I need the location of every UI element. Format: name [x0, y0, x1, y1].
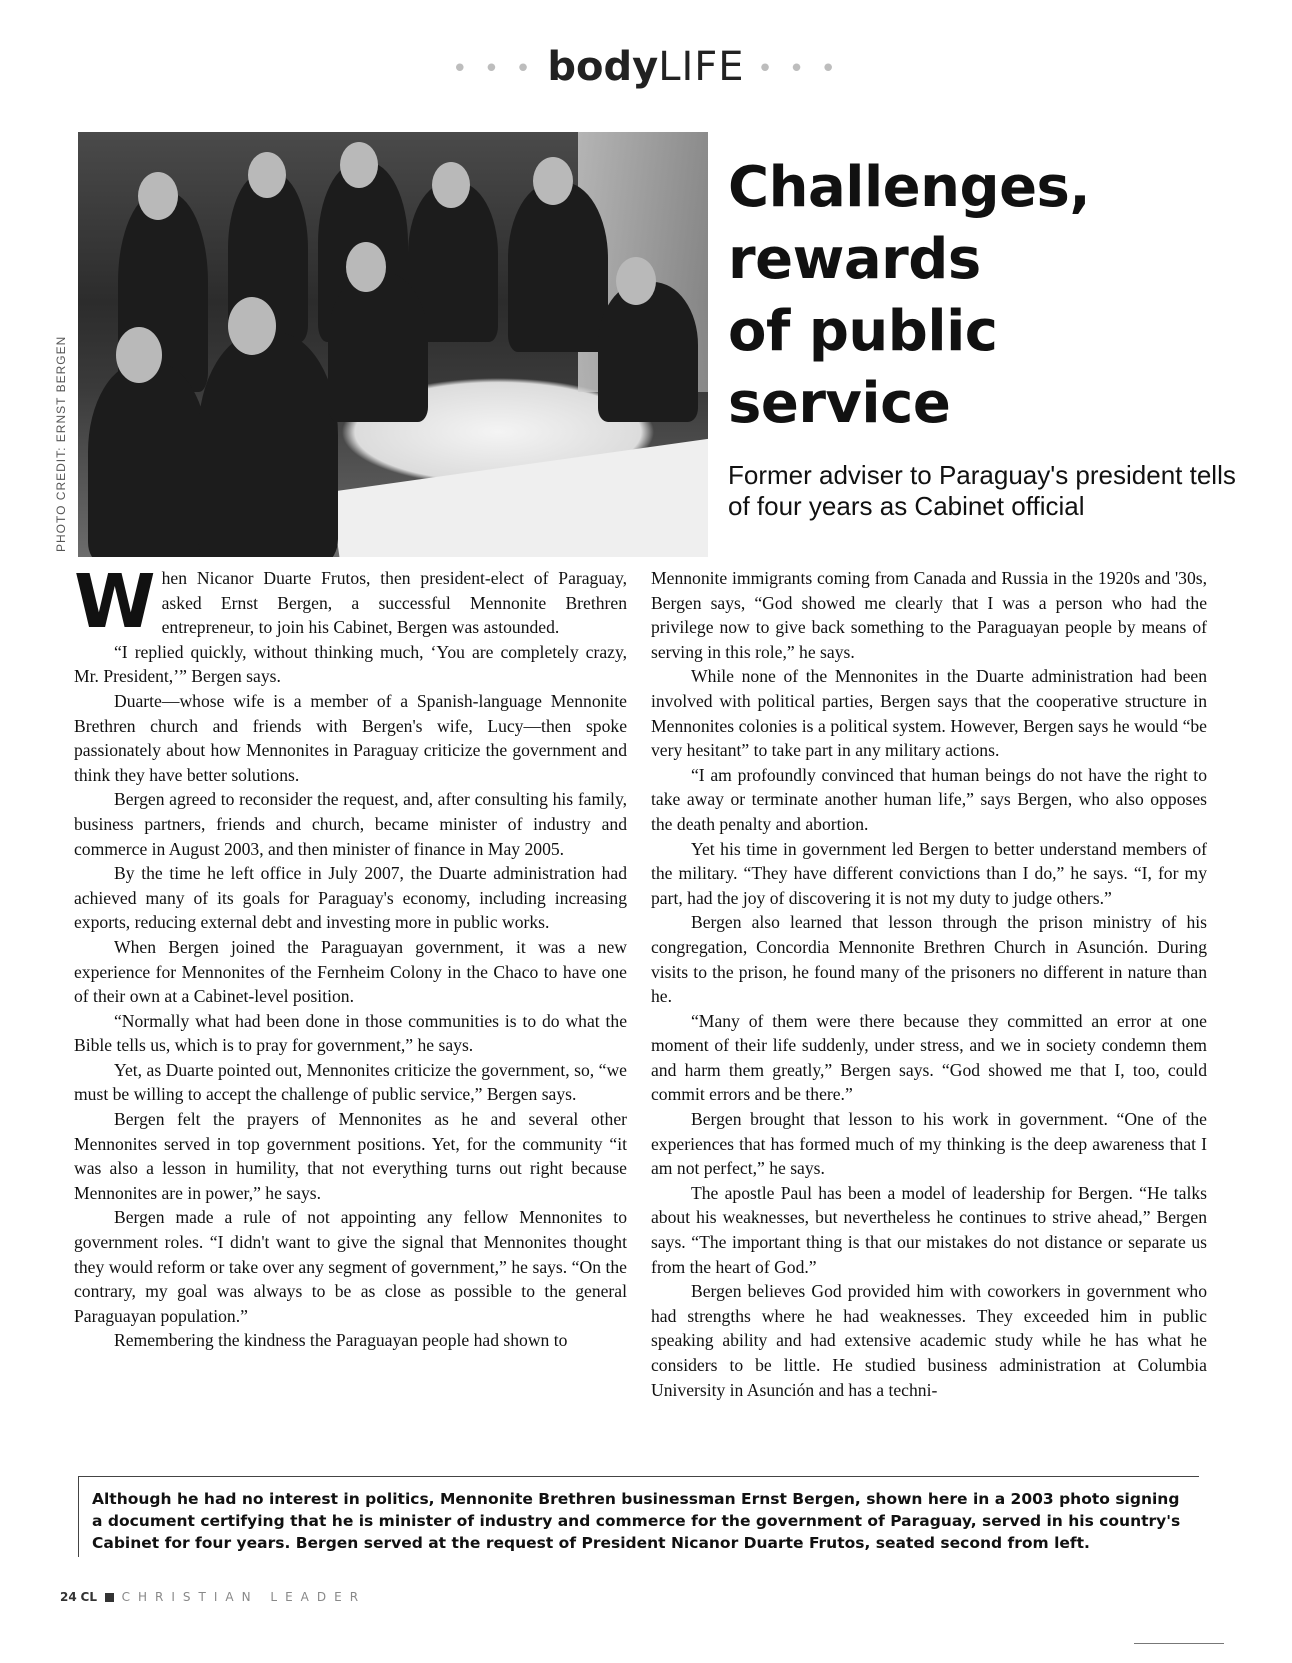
photo-figure — [328, 272, 428, 422]
paragraph: hen Nicanor Duarte Frutos, then president-elect of Paraguay, asked Ernst Bergen, a successful Mennonite Brethren entrepreneur, to join his Cabinet, Bergen was astounded. — [161, 568, 627, 638]
paragraph: “I replied quickly, without thinking much, ‘You are completely crazy, Mr. President,’” Bergen says. — [74, 641, 627, 687]
article-deck: Former adviser to Paraguay's president tells of four years as Cabinet official — [728, 460, 1236, 521]
photo-figure-head — [248, 152, 286, 198]
paragraph: Remembering the kindness the Paraguayan people had shown to — [114, 1330, 568, 1351]
paragraph: Bergen also learned that lesson through the prison ministry of his congregation, Concordia Mennonite Brethren Church in Asunción. During visits to the prison, he found many of the prisoners no different in nature than he. — [651, 912, 1207, 1007]
footer-abbr: CL — [80, 1590, 97, 1604]
photo-figure-head — [533, 157, 573, 205]
paragraph: Bergen brought that lesson to his work in government. “One of the experiences that has formed much of my thinking is the deep awareness that I am not perfect,” he says. — [651, 1109, 1207, 1179]
photo-table — [330, 433, 708, 557]
paragraph: When Bergen joined the Paraguayan government, it was a new experience for Mennonites of the Fernheim Colony in the Chaco to have one of their own at a Cabinet-level position. — [74, 936, 627, 1007]
photo-figure-head — [116, 327, 162, 383]
article-column-right — [651, 566, 1207, 1402]
header-dots-left: • • • — [452, 54, 535, 84]
photo-figure — [88, 362, 208, 557]
photo-credit: PHOTO CREDIT: ERNST BERGEN — [54, 335, 68, 552]
masthead: CHRISTIAN LEADER — [121, 1590, 367, 1604]
article-column-left — [74, 559, 627, 1353]
drop-cap: W — [74, 559, 156, 645]
header-dots-right: • • • — [757, 54, 840, 84]
square-icon — [105, 1593, 114, 1602]
paragraph: The apostle Paul has been a model of leadership for Bergen. “He talks about his weaknesses, but nevertheless he continues to strive ahead,” Bergen says. “The important thing is that our mistakes do not distance or separate us from the heart of God.” — [651, 1182, 1207, 1277]
paragraph: Yet, as Duarte pointed out, Mennonites criticize the government, so, “we must be willing to accept the challenge of public service,” Bergen says. — [74, 1059, 627, 1105]
headline-line: rewards — [728, 227, 981, 292]
photo-figure-head — [340, 142, 378, 188]
page-footer — [60, 1590, 366, 1604]
paragraph: “Normally what had been done in those communities is to do what the Bible tells us, which is to pray for government,” he says. — [74, 1010, 627, 1056]
photo-caption: Although he had no interest in politics, Mennonite Brethren businessman Ernst Bergen, shown here in a 2003 photo signing a document certifying that he is minister of industry and commerce for the government of Paraguay, served in his country's Cabinet for four years. Bergen served at the request of President Nicanor Duarte Frutos, seated second from left. — [92, 1490, 1181, 1552]
headline-line: service — [728, 371, 951, 436]
page-number: 24 — [60, 1590, 77, 1604]
headline-line: of public — [728, 299, 998, 364]
paragraph: Duarte—whose wife is a member of a Spanish-language Mennonite Brethren church and friends with Bergen's wife, Lucy—then spoke passionately about how Mennonites in Paraguay criticize the government and think they have better solutions. — [74, 690, 627, 785]
header-life: LIFE — [658, 44, 745, 90]
paragraph: Bergen felt the prayers of Mennonites as he and several other Mennonites served in top government positions. Yet, for the community “it was also a lesson in humility, that not everything turns out right because Mennonites are in power,” he says. — [74, 1109, 627, 1203]
article-headline — [728, 152, 1268, 440]
photo-figure-head — [138, 172, 178, 220]
paragraph: Bergen made a rule of not appointing any fellow Mennonites to government roles. “I didn't want to give the signal that Mennonites thought they would reform or take over any segment of government,” he says. “On the contrary, my goal was always to be as close as possible to the general Paraguayan population.” — [74, 1207, 627, 1326]
photo-figure-head — [432, 162, 470, 208]
header-body: body — [547, 44, 659, 90]
photo-figure — [598, 282, 698, 422]
photo-figure-head — [346, 242, 386, 292]
headline-line: Challenges, — [728, 155, 1091, 220]
photo-figure — [198, 332, 338, 557]
paragraph: Bergen agreed to reconsider the request, and, after consulting his family, business partners, friends and church, became minister of industry and commerce in August 2003, and then minister of finance in May 2005. — [74, 789, 627, 859]
paragraph: By the time he left office in July 2007, the Duarte administration had achieved many of its goals for Paraguay's economy, including increasing exports, reducing external debt and investing more in public works. — [74, 863, 627, 933]
paragraph: Mennonite immigrants coming from Canada and Russia in the 1920s and '30s, Bergen says, “God showed me clearly that I was a person who had the privilege now to give back something to the Paraguayan people by means of serving in this role,” he says. — [651, 568, 1207, 662]
article-photo — [78, 132, 708, 557]
footer-rule — [1134, 1643, 1224, 1644]
paragraph: Bergen believes God provided him with coworkers in government who had strengths where he had weaknesses. They exceeded him in public speaking ability and had extensive academic study while he has what he considers to be little. He studied business administration at Columbia University in Asunción and has a techni- — [651, 1281, 1207, 1400]
paragraph: “I am profoundly convinced that human beings do not have the right to take away or terminate another human life,” says Bergen, who also opposes the death penalty and abortion. — [651, 764, 1207, 834]
photo-figure — [508, 182, 608, 352]
paragraph: “Many of them were there because they committed an error at one moment of their life suddenly, under stress, and we in society condemn them and harm them greatly,” Bergen says. “God showed me that I, too, could commit errors and be there.” — [651, 1010, 1207, 1105]
photo-figure-head — [228, 297, 276, 355]
photo-figure-head — [616, 257, 656, 305]
section-header — [0, 44, 1292, 90]
paragraph: While none of the Mennonites in the Duarte administration had been involved with political parties, Bergen says that the cooperative structure in Mennonites colonies is a political system. However, Bergen says he would “be very hesitant” to take part in any military actions. — [651, 666, 1207, 761]
paragraph: Yet his time in government led Bergen to better understand members of the military. “They have different convictions than I do,” he says. “I, for my part, had the joy of discovering it is not my duty to judge others.” — [651, 838, 1207, 908]
